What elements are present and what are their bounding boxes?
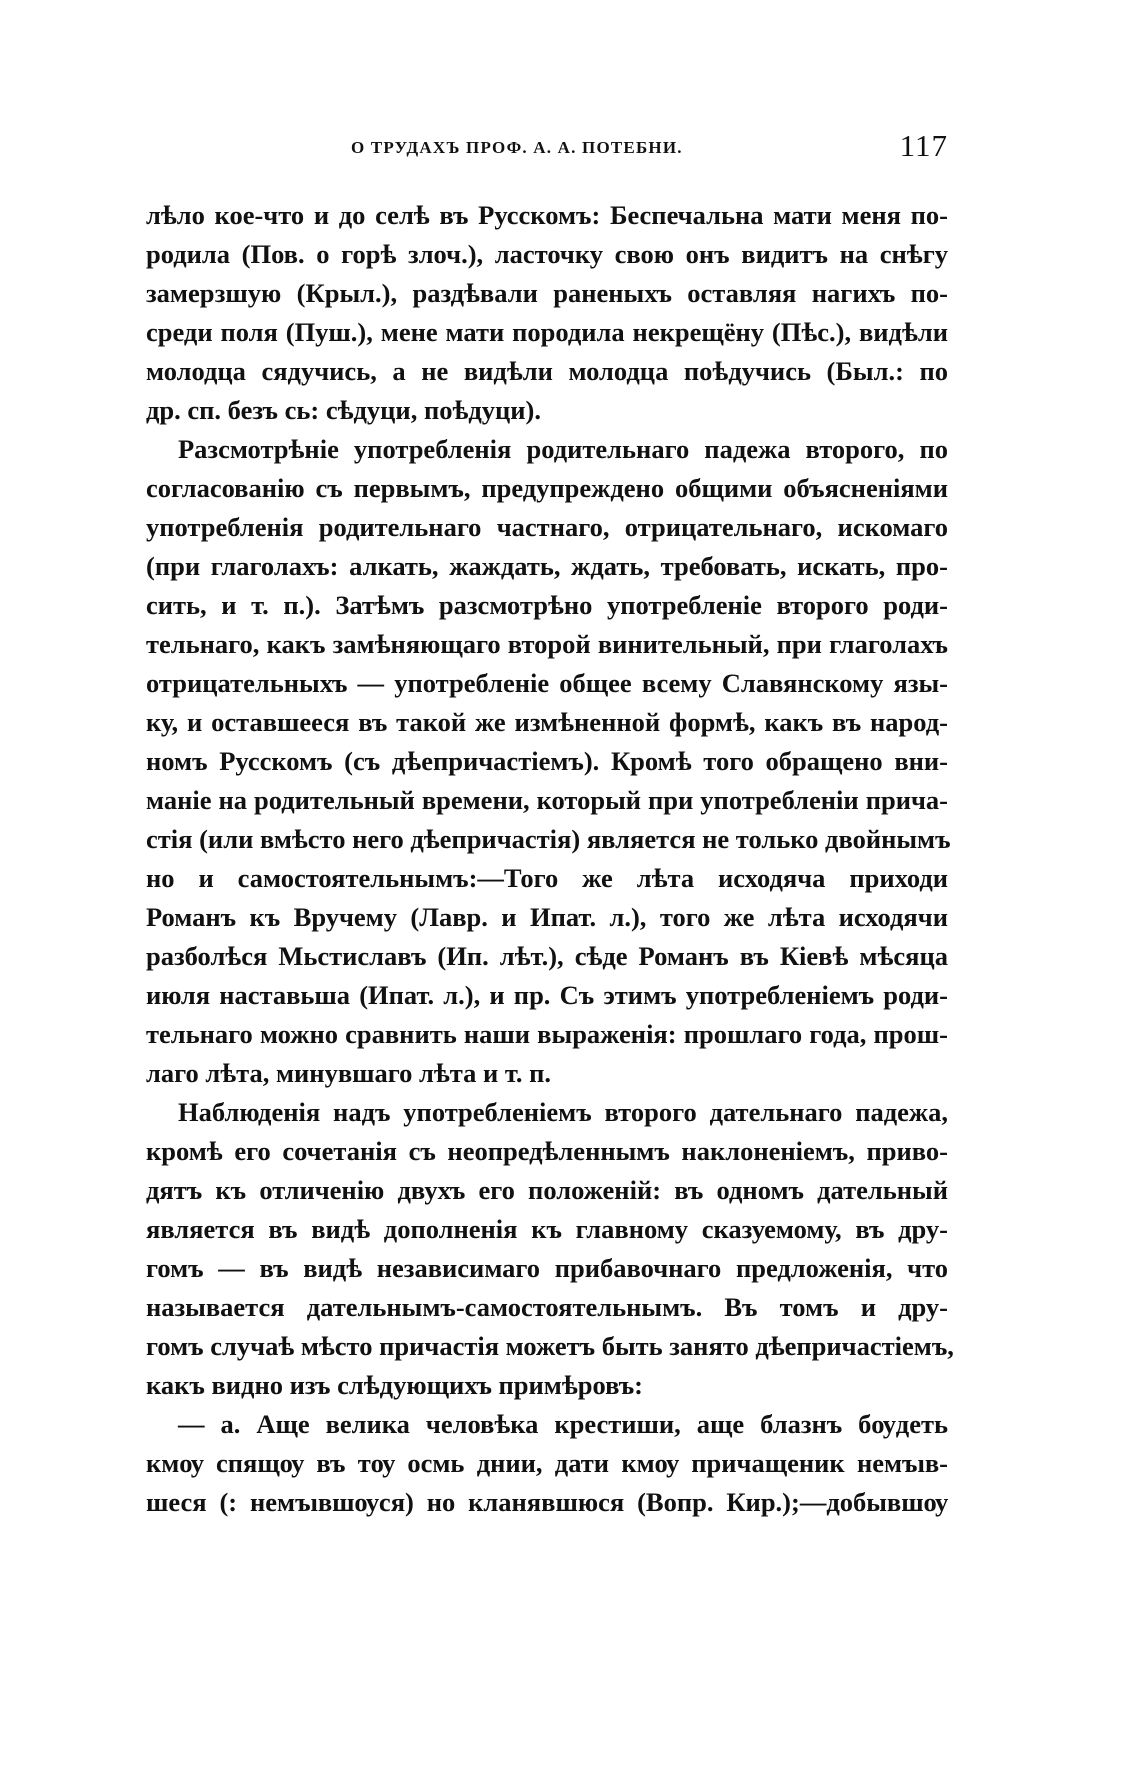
text-line: (при глаголахъ: алкать, жаждать, ждать, требовать, искать, про- (146, 551, 948, 581)
text-line: тельнаго можно сравнить наши выраженія: прошлаго года, прош- (146, 1019, 948, 1049)
text-line: является въ видѣ дополненія къ главному сказуемому, въ дру- (146, 1214, 948, 1244)
text-line: ку, и оставшееся въ такой же измѣненной формѣ, какъ въ народ- (146, 707, 948, 737)
text-line: Наблюденія надъ употребленіемъ второго дательнаго падежа, (178, 1097, 948, 1127)
text-line: отрицательныхъ — употребленіе общее всему Славянскому язы- (146, 668, 948, 698)
text-line: разболѣся Мьстиславъ (Ип. лѣт.), сѣде Романъ въ Кіевѣ мѣсяца (146, 941, 948, 971)
text-line: замерзшую (Крыл.), раздѣвали раненыхъ оставляя нагихъ по- (146, 278, 948, 308)
text-line: шеся (: немъıвшѹся) но кланявшюся (Вопр. Кир.);—добывшѹ (146, 1487, 948, 1517)
text-line: лѣло кое-что и до селѣ въ Русскомъ: Беспечальна мати меня по- (146, 200, 948, 230)
text-line: стія (или вмѣсто него дѣепричастія) является не только двойнымъ (146, 824, 951, 854)
text-line: Романъ къ Вручему (Лавр. и Ипат. л.), того же лѣта исходячи (146, 902, 948, 932)
text-line: др. сп. безъ сь: сѣдуци, поѣдуци). (146, 395, 542, 425)
text-line: Разсмотрѣніе употребленія родительнаго падежа второго, по (178, 434, 948, 464)
text-line: согласованію съ первымъ, предупреждено общими объясненіями (146, 473, 948, 503)
text-line: номъ Русскомъ (съ дѣепричастіемъ). Кромѣ того обращено вни- (146, 746, 948, 776)
page-number: 117 (899, 128, 948, 163)
body-text (146, 196, 954, 1522)
text-line: употребленія родительнаго частнаго, отрицательнаго, искомаго (146, 512, 948, 542)
text-line: кромѣ его сочетанія съ неопредѣленнымъ наклоненіемъ, приво- (146, 1136, 948, 1166)
text-line: называется дательнымъ-самостоятельнымъ. Въ томъ и дру- (146, 1292, 948, 1322)
text-line: молодца сядучись, а не видѣли молодца поѣдучись (Был.: по (146, 356, 948, 386)
text-line: родила (Пов. о горѣ злоч.), ласточку свою онъ видитъ на снѣгу (146, 239, 948, 269)
text-line: — а. Аще велика человѣка крестиши, аще блазнъ бѹдеть (178, 1409, 948, 1439)
running-head (146, 128, 948, 168)
text-line: какъ видно изъ слѣдующихъ примѣровъ: (146, 1370, 644, 1400)
text-line: маніе на родительный времени, который при употребленіи прича- (146, 785, 948, 815)
text-line: июля наставьша (Ипат. л.), и пр. Съ этимъ употребленіемъ роди- (146, 980, 948, 1010)
text-line: гомъ случаѣ мѣсто причастія можетъ быть занято дѣепричастіемъ, (146, 1331, 954, 1361)
text-line: лаго лѣта, минувшаго лѣта и т. п. (146, 1058, 552, 1088)
text-line: сить, и т. п.). Затѣмъ разсмотрѣно употребленіе второго роди- (146, 590, 948, 620)
text-line: дятъ къ отличенію двухъ его положеній: въ одномъ дательный (146, 1175, 948, 1205)
text-line: гомъ — въ видѣ независимаго прибавочнаго предложенія, что (146, 1253, 948, 1283)
text-line: тельнаго, какъ замѣняющаго второй винительный, при глаголахъ (146, 629, 948, 659)
text-line: среди поля (Пуш.), мене мати породила некрещёну (Пѣс.), видѣли (146, 317, 948, 347)
running-title: О ТРУДАХЪ ПРОФ. А. А. ПОТЕБНИ. (351, 138, 683, 157)
text-line: кмѹ спящѹ въ тѹ осмь днии, дати кмѹ причащеник немъıв- (146, 1448, 948, 1478)
text-line: но и самостоятельнымъ:—Того же лѣта исходяча приходи (146, 863, 948, 893)
